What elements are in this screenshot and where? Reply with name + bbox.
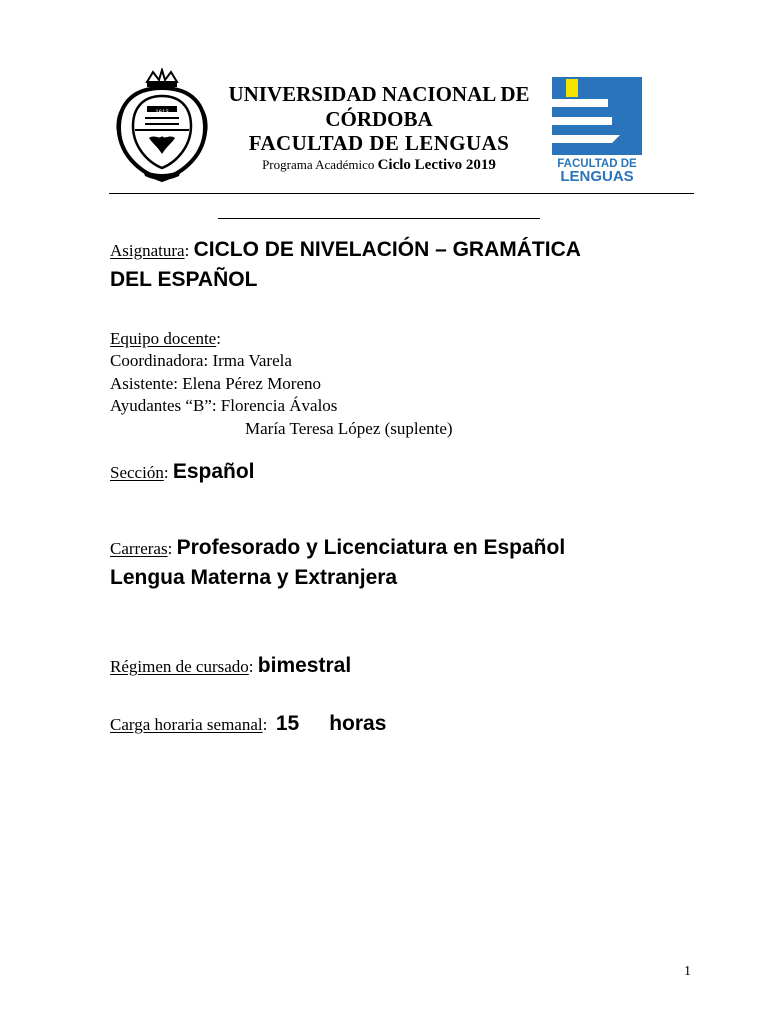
seccion-value: Español xyxy=(172,460,255,483)
asignatura-value-line1: CICLO DE NIVELACIÓN – GRAMÁTICA xyxy=(193,238,581,261)
carreras-label: Carreras xyxy=(110,539,168,558)
seccion-label: Sección xyxy=(110,463,164,482)
regimen-row xyxy=(110,652,710,682)
carreras-line1 xyxy=(110,534,710,564)
program-prefix: Programa Académico xyxy=(262,157,378,172)
coordinadora: Coordinadora: Irma Varela xyxy=(110,351,292,370)
ayudante-suplente: María Teresa López (suplente) xyxy=(245,419,453,438)
seccion-sep: : xyxy=(163,463,173,482)
asignatura-section xyxy=(110,236,710,294)
facultad-lenguas-logo-icon xyxy=(552,77,642,183)
logo-text-line2: LENGUAS xyxy=(560,168,634,183)
university-name-line1: UNIVERSIDAD NACIONAL DE xyxy=(228,82,530,106)
asistente: Asistente: Elena Pérez Moreno xyxy=(110,374,322,393)
university-name-line2: CÓRDOBA xyxy=(325,107,433,131)
carga-unit: horas xyxy=(329,712,387,735)
program-cycle: Ciclo Lectivo 2019 xyxy=(377,157,496,173)
asignatura-sep: : xyxy=(184,241,194,260)
page-number: 1 xyxy=(684,964,691,979)
equipo-sep: : xyxy=(216,329,221,348)
equipo-label: Equipo docente xyxy=(110,329,217,348)
regimen-value: bimestral xyxy=(257,654,352,677)
carga-label: Carga horaria semanal xyxy=(110,715,263,734)
regimen-sep: : xyxy=(248,657,258,676)
carreras-section xyxy=(110,534,710,592)
ayudantes: Ayudantes “B”: Florencia Ávalos xyxy=(110,396,338,415)
equipo-docente-heading xyxy=(110,328,221,350)
seal-year: 1613 xyxy=(155,110,169,116)
asignatura-line1 xyxy=(110,236,710,266)
program-line xyxy=(210,156,548,174)
carga-sep: : xyxy=(262,715,276,734)
carga-hours: 15 xyxy=(275,712,300,735)
asignatura-value-line2: DEL ESPAÑOL xyxy=(110,268,258,291)
carreras-sep: : xyxy=(167,539,177,558)
faculty-name: FACULTAD DE LENGUAS xyxy=(248,131,510,155)
header-divider xyxy=(109,193,694,194)
university-seal-icon xyxy=(113,68,211,186)
logo-text-line1: FACULTAD DE xyxy=(557,158,637,170)
carreras-value-line1: Profesorado y Licenciatura en Español xyxy=(176,536,566,559)
title-rule xyxy=(218,218,540,219)
asignatura-label: Asignatura xyxy=(110,241,185,260)
carga-horaria-row xyxy=(110,710,710,740)
regimen-label: Régimen de cursado xyxy=(110,657,249,676)
seccion-row xyxy=(110,458,710,488)
carreras-value-line2: Lengua Materna y Extranjera xyxy=(110,566,398,589)
